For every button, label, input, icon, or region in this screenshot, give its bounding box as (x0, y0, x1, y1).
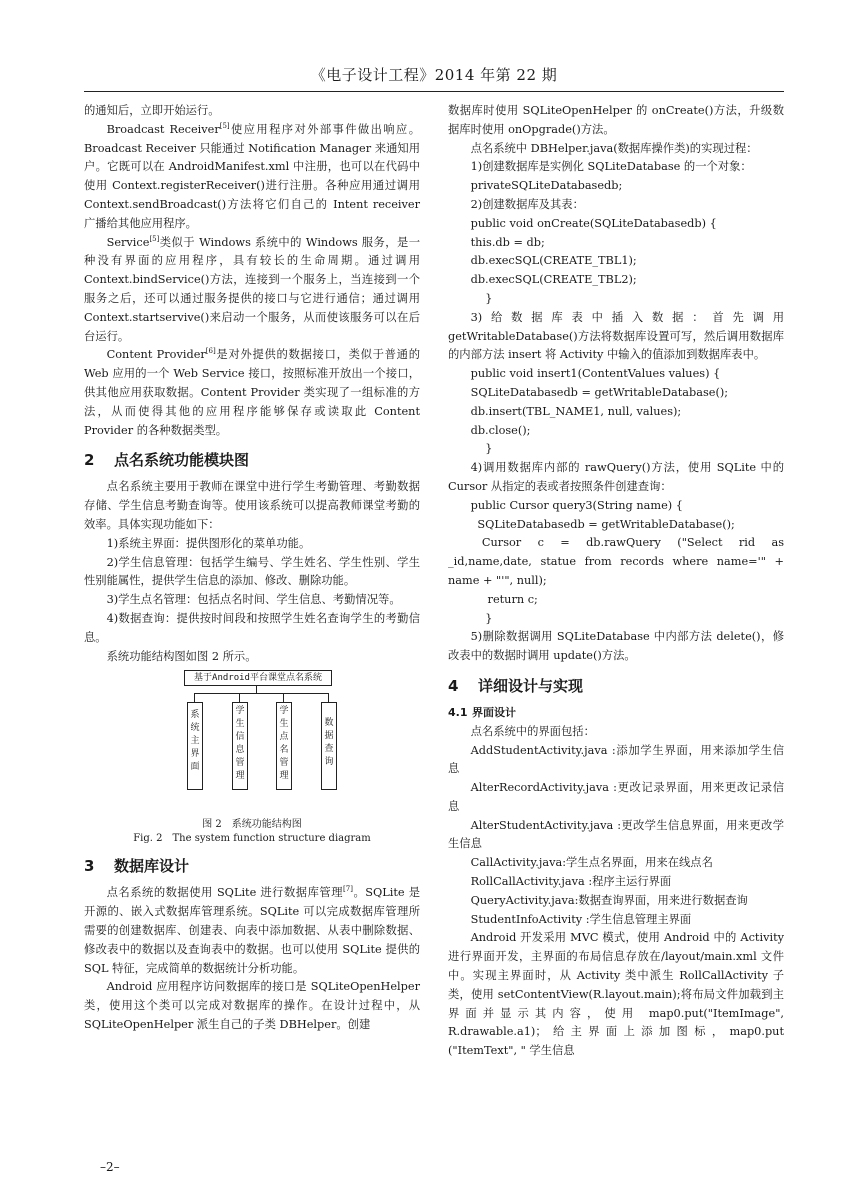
code-line: return c; (487, 592, 538, 606)
section-heading-2: 2 点名系统功能模块图 (84, 451, 250, 470)
code-line: db.close(); (470, 423, 531, 437)
diagram-connector (283, 693, 284, 702)
paragraph: 的通知后，立即开始运行。 (84, 104, 220, 117)
paragraph: 点名系统中的界面包括： (470, 724, 595, 738)
diagram-connector (328, 693, 329, 702)
paragraph: 点名系统的数据使用 SQLite 进行数据库管理[7]。SQLite 是开源的、嵌入式数据库管理系统。SQLite 可以完成数据库管理所需要的创建数据库、创建表、向表中添加数据、从表中删除数据、修改表中的数据以及查询表中的数据。也可以使用 SQLite 提供的 SQL 特征，完成简单的数据统计分析功能。 (84, 885, 420, 975)
paragraph-broadcast-receiver: Broadcast Receiver[5]使应用程序对外部事件做出响应。Broadcast Receiver 只能通过 Notification Manager 来通知用户。它既可以在 AndroidManifest.xml 中注册，也可以在代码中使用 Context.registerReceiver()进行注册。各种应用通过调用 Context.sendBroadcast()方法将它们自己的 Intent receiver 广播给其他应用程序。 (84, 122, 420, 230)
right-column (448, 102, 784, 1061)
paragraph: 系统功能结构图如图 2 所示。 (106, 649, 257, 663)
list-item: QueryActivity.java:数据查询界面，用来进行数据查询 (470, 893, 748, 907)
list-item: 1)系统主界面：提供图形化的菜单功能。 (106, 536, 311, 550)
figure-caption-cn: 图 2 系统功能结构图 (202, 819, 302, 831)
code-line: SQLiteDatabasedb = getWritableDatabase(); (470, 385, 729, 399)
citation: [6] (205, 347, 216, 356)
step-text: 2)创建数据库及其表： (470, 197, 584, 211)
code-line: public Cursor query3(String name) { (470, 498, 683, 512)
paragraph-service: Service[5]类似于 Windows 系统中的 Windows 服务，是一种没有界面的应用程序，具有较长的生命周期。通过调用 Context.bindService()方法，连接到一个服务上，当连接到一个服务之后，还可以通过服务提供的接口与它进行通信；通过调用 Context.startservive()来启动一个服务，从而使该服务可以在后台运行。 (84, 234, 420, 343)
code-line: } (485, 611, 493, 625)
step-text: 5)删除数据调用 SQLiteDatabase 中内部方法 delete()，修改表中的数据时调用 update()方法。 (448, 630, 784, 663)
list-item: RollCallActivity.java :程序主运行界面 (470, 875, 672, 889)
section-heading-4: 4 详细设计与实现 (448, 676, 584, 695)
diagram-connector (194, 693, 195, 702)
code-line: this.db = db; (470, 235, 545, 249)
paragraph: 点名系统主要用于教师在课堂中进行学生考勤管理、考勤数据存储、学生信息考勤查询等。使用该系统可以提高教师课堂考勤的效率。具体实现功能如下： (84, 480, 420, 531)
paragraph: Android 开发采用 MVC 模式，使用 Android 中的 Activity 进行界面开发，主界面的布局信息存放在/layout/main.xml 文件中。实现主界面时，从 Activity 类中派生 RollCallActivity 子类，使用 setContentView(R.layout.main);将布局文件加载到主界面并显示其内容，使用 map0.put("ItemImage", R.drawable.a1)；给主界面上添加图标，map0.put ("ItemText", " 学生信息 (448, 931, 784, 1058)
paragraph: Android 应用程序访问数据库的接口是 SQLiteOpenHelper 类，使用这个类可以完成对数据库的操作。在设计过程中，从 SQLiteOpenHelper 派生自己的子类 DBHelper。创建 (84, 980, 420, 1031)
left-column (84, 102, 420, 1035)
citation: [5] (149, 234, 160, 243)
list-item: AddStudentActivity.java :添加学生界面，用来添加学生信息 (448, 743, 784, 776)
code-line: db.execSQL(CREATE_TBL2); (470, 273, 637, 287)
code-line: public void insert1(ContentValues values) { (470, 367, 721, 381)
list-item: AlterStudentActivity.java :更改学生信息界面，用来更改学生信息 (448, 818, 784, 851)
diagram-box-main-ui: 系 统 主 界 面 (187, 702, 203, 790)
diagram-connector (239, 693, 240, 702)
paragraph-content-provider: Content Provider[6]是对外提供的数据接口，类似于普通的 Web 应用的一个 Web Service 接口，按照标准开放出一个接口，供其他应用获取数据。Content Provider 类实现了一组标准的方法，从而使得其他的应用程序能够保存或读取此 Content Provider 的各种数据类型。 (84, 347, 420, 437)
section-heading-3: 3 数据库设计 (84, 857, 190, 876)
page-number: –2– (100, 1160, 120, 1174)
journal-header: 《电子设计工程》2014 年第 22 期 (310, 66, 558, 84)
code-line: public void onCreate(SQLiteDatabasedb) { (470, 216, 717, 230)
step-text: 3)给数据库表中插入数据：首先调用 getWritableDatabase()方法将数据库设置可写，然后调用数据库的内部方法 insert 将 Activity 中输入的值添加到数据库表中。 (448, 310, 784, 362)
diagram-connector (256, 686, 257, 693)
header-rule (84, 91, 784, 92)
code-line: Cursor c = db.rawQuery ("Select rid as _id,name,date, statue from records where name='" + name + "'", null); (448, 536, 784, 587)
code-line: } (485, 442, 493, 456)
step-text: 1)创建数据库是实例化 SQLiteDatabase 的一个对象： (470, 160, 752, 174)
figure-2-diagram (84, 668, 420, 818)
subsection-heading-4-1: 4.1 界面设计 (448, 705, 516, 719)
diagram-box-student-info: 学 生 信 息 管 理 (232, 702, 248, 790)
paragraph: 数据库时使用 SQLiteOpenHelper 的 onCreate()方法，升级数据库时使用 onOpgrade()方法。 (448, 104, 784, 136)
paragraph: 点名系统中 DBHelper.java(数据库操作类)的实现过程： (470, 141, 758, 155)
citation: [7] (343, 885, 353, 894)
list-item: AlterRecordActivity.java :更改记录界面，用来更改记录信息 (448, 781, 784, 813)
code-line: } (485, 291, 493, 305)
figure-caption-en: Fig. 2 The system function structure diagram (133, 833, 371, 845)
code-line: db.execSQL(CREATE_TBL1); (470, 254, 637, 268)
code-line: SQLiteDatabasedb = getWritableDatabase(); (477, 517, 735, 531)
code-line: db.insert(TBL_NAME1, null, values); (470, 404, 682, 418)
list-item: CallActivity.java:学生点名界面，用来在线点名 (470, 856, 713, 870)
list-item: 4)数据查询：提供按时间段和按照学生姓名查询学生的考勤信息。 (84, 611, 420, 644)
list-item: StudentInfoActivity :学生信息管理主界面 (470, 912, 692, 926)
diagram-root-box: 基于Android平台课堂点名系统 (184, 670, 332, 686)
diagram-box-rollcall: 学 生 点 名 管 理 (276, 702, 292, 790)
list-item: 3)学生点名管理：包括点名时间、学生信息、考勤情况等。 (106, 593, 401, 607)
diagram-connector (194, 693, 328, 694)
diagram-box-query: 数 据 查 询 (321, 702, 337, 790)
step-text: 4)调用数据库内部的 rawQuery()方法，使用 SQLite 中的 Cursor 从指定的表或者按照条件创建查询： (448, 461, 784, 493)
citation: [5] (219, 122, 230, 131)
code-line: privateSQLiteDatabasedb; (470, 179, 623, 193)
list-item: 2)学生信息管理：包括学生编号、学生姓名、学生性别、学生性别能属性，提供学生信息的添加、修改、删除功能。 (84, 555, 420, 588)
